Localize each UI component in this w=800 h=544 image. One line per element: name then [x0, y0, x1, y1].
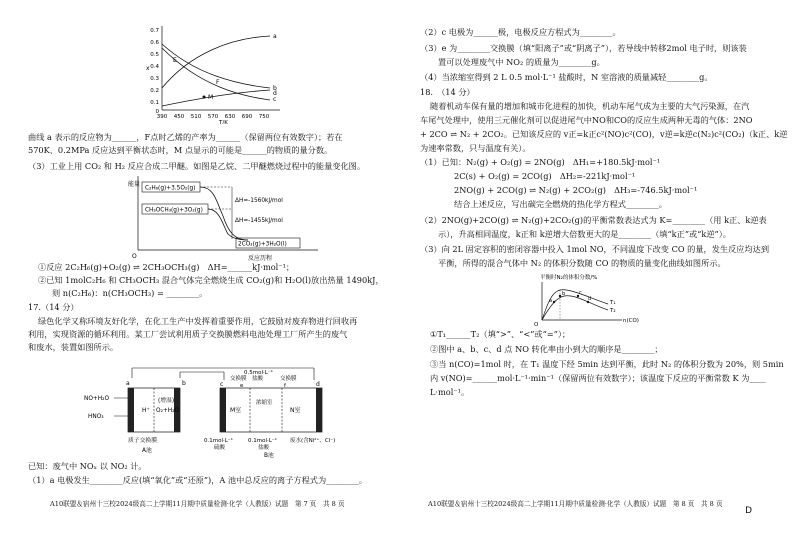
svg-text:c: c	[220, 381, 224, 388]
svg-text:盐酸: 盐酸	[258, 445, 270, 451]
svg-text:NO+H₂O: NO+H₂O	[84, 396, 110, 402]
svg-text:450: 450	[173, 114, 185, 120]
q18-1: （1）已知：N₂(g) + O₂(g) = 2NO(g) ΔH₁=+180.5kJ·mol⁻¹	[420, 157, 661, 167]
y-ticks	[150, 28, 159, 115]
q17-1: （1）a 电极发生________反应(填“氧化”或“还原”)，A 池中总反应的离子方程式为________。	[28, 475, 368, 485]
svg-text:盐酸: 盐酸	[252, 376, 264, 382]
n2-fraction-chart	[530, 272, 650, 328]
q3-b: ②已知 1molC₂H₆ 和 CH₃OCH₃ 混合气体完全燃烧生成 CO₂(g)和 H₂O(l)放出热量 1490kJ，	[38, 275, 384, 285]
svg-text:390: 390	[156, 114, 168, 120]
q18-3a: （3）向 2L 固定容积的密闭容器中投入 1mol NO，不同温度下改变 CO 的量，发生反应均达到	[420, 244, 770, 254]
energy-diagram	[128, 176, 328, 262]
svg-text:c: c	[579, 290, 582, 296]
svg-text:510: 510	[190, 114, 202, 120]
q18-1c: 2NO(g) + 2CO(g) ⇌ N₂(g) + 2CO₂(g) ΔH₃=-746.5kJ·mol⁻¹	[454, 185, 698, 195]
svg-text:0.4: 0.4	[150, 64, 159, 70]
q18-body2: 车尾气处理中，使用三元催化剂可以促进尾气中NO和CO的反应生成两种无毒的气体：2NO	[420, 115, 753, 125]
svg-text:废水(含Ni²⁺、Cl⁻): 废水(含Ni²⁺、Cl⁻)	[290, 438, 336, 444]
svg-text:反应历程: 反应历程	[248, 255, 273, 262]
q18-3b: 平衡，所得的混合气体中 N₂ 的体积分数随 CO 的物质的量变化曲线如图所示。	[438, 258, 726, 268]
svg-text:F: F	[216, 79, 220, 86]
svg-text:b: b	[273, 85, 277, 92]
svg-text:d: d	[588, 296, 592, 302]
svg-text:d: d	[316, 381, 320, 388]
q18-body3: + 2CO ⇌ N₂ + 2CO₂。已知该反应的 v正=k正c²(NO)c²(CO)，v逆=k逆c(N₂)c²(CO₂)（k正、k逆	[420, 129, 788, 139]
q18-body1: 随着机动车保有量的增加和城市化进程的加快，机动车尾气成为主要的大气污染源，在汽	[430, 101, 750, 111]
svg-text:E: E	[173, 57, 177, 64]
svg-text:0.1mol·L⁻¹: 0.1mol·L⁻¹	[204, 438, 233, 444]
svg-text:0.1: 0.1	[150, 100, 159, 106]
q3-a: ①反应 2C₂H₆(g)+O₂(g) ⇌ 2CH₃OCH₃(g) ΔH=______kJ·mol⁻¹；	[38, 262, 295, 272]
svg-text:d: d	[273, 90, 277, 97]
q18-3-i: ①T₁______T₂（填“>”、“<”或“=”）；	[430, 329, 571, 339]
q18-2b: 示），升高相同温度，k正和 k逆增大倍数更大的是________（填“k正”或“k逆”）。	[438, 229, 731, 239]
left-footer: A10联盟＆宿州十三校2024级高二上学期11月期中质量检测·化学（人教版）试题 第 7 页 共 8 页	[50, 500, 345, 508]
q17-3a: （3）e 为________交换膜（填“阳离子”或“阴离子”），若导线中转移2mol 电子时，则该装	[420, 43, 747, 53]
svg-text:O: O	[132, 253, 137, 260]
q17-4: （4）当浓缩室得到 2 L 0.5 mol·L⁻¹ 盐酸时，N 室溶液的质量减轻________g。	[420, 72, 713, 82]
q17-body2: 利用，实现资源的循环利用。某工厂尝试利用质子交换膜燃料电池处理工厂所产生的废气	[28, 329, 348, 339]
q2-line1: 曲线 a 表示的反应物为______，F点时乙烯的产率为______（保留两位有效数字）；若在	[28, 132, 343, 142]
svg-text:0: 0	[155, 109, 159, 115]
svg-text:O₂+H₂O: O₂+H₂O	[156, 408, 179, 414]
q17-known: 已知：废气中 NOₓ 以 NO₂ 计。	[28, 461, 147, 471]
svg-text:690: 690	[241, 114, 253, 120]
y-axis-label: x	[146, 65, 150, 72]
curve-c	[162, 48, 270, 100]
svg-text:T₂: T₂	[610, 308, 616, 314]
svg-text:c: c	[273, 96, 277, 103]
svg-text:a: a	[126, 380, 130, 387]
svg-text:O: O	[534, 322, 539, 328]
svg-text:b: b	[562, 291, 566, 297]
svg-text:2CO₂(g)+3H₂O(l): 2CO₂(g)+3H₂O(l)	[238, 241, 287, 248]
svg-text:ΔH=-1560kJ/mol: ΔH=-1560kJ/mol	[235, 198, 283, 204]
svg-text:0.1mol·L⁻¹: 0.1mol·L⁻¹	[248, 438, 277, 444]
point-m	[203, 96, 206, 99]
svg-text:630: 630	[224, 114, 236, 120]
q18-3-iii: ③当 n(CO)=1mol 时，在 T₁ 温度下经 5min 达到平衡，此时 N₂ 的体积分数为 20%，则 5min	[430, 359, 784, 369]
svg-text:ΔH=-1455kJ/mol: ΔH=-1455kJ/mol	[235, 218, 283, 224]
svg-text:0.7: 0.7	[150, 28, 159, 34]
svg-text:T₁: T₁	[610, 300, 616, 306]
svg-text:a: a	[273, 33, 277, 40]
q18-3-ii: ②图中 a、b、c、d 点 NO 转化率由小到大的顺序是________；	[430, 344, 663, 354]
right-page	[400, 0, 800, 544]
svg-text:硫酸: 硫酸	[214, 445, 226, 451]
q18-body4: 为速率常数，只与温度有关）。	[420, 143, 531, 153]
q3-c: 则 n(C₂H₆)：n(CH₃OCH₃) = ________。	[52, 288, 208, 298]
q2-line2: 570K、0.2MPa 反应达到平衡状态时，M 点显示的可能是______的物质的量分数。	[28, 145, 333, 155]
svg-text:交换膜: 交换膜	[230, 376, 247, 382]
svg-text:0.3: 0.3	[150, 76, 159, 82]
q18-3-iv: 内 v(NO)=______mol·L⁻¹·min⁻¹（保留两位有效数字）；该温度下反应的平衡常数 K 为____	[430, 373, 766, 383]
svg-text:570: 570	[207, 114, 219, 120]
q18-1d: 结合上述反应，写出碳完全燃烧的热化学方程式________。	[454, 199, 667, 209]
svg-text:质子交换膜: 质子交换膜	[128, 438, 157, 444]
x-axis-label: T/K	[219, 120, 228, 124]
svg-text:0.2: 0.2	[150, 88, 159, 94]
curve-d	[162, 90, 270, 106]
svg-text:0.5mol·L⁻¹: 0.5mol·L⁻¹	[244, 370, 273, 376]
svg-text:B池: B池	[264, 453, 274, 458]
svg-text:n(CO): n(CO)	[623, 318, 639, 324]
svg-text:交换膜: 交换膜	[280, 376, 297, 382]
mole-fraction-chart	[140, 24, 290, 124]
q18-2a: （2）2NO(g)+2CO(g) ⇌ N₂(g)+2CO₂(g)的平衡常数表达式为 K=________（用 k正、k逆表	[420, 215, 767, 225]
q17-body1: 绿色化学又称环境友好化学，在化工生产中发挥着重要作用，它鼓励对废弃物进行回收再	[38, 316, 358, 326]
q17-head: 17.（14 分）	[28, 302, 79, 312]
q17-3b: 置可以处理废气中 NO₂ 的质量为________g。	[438, 57, 605, 67]
svg-text:b: b	[182, 380, 186, 387]
svg-text:(增湿): (增湿)	[158, 398, 175, 404]
cell-diagram	[84, 360, 364, 458]
right-footer: A10联盟＆宿州十三校2024级高二上学期11月期中质量检测·化学（人教版）试题 第 8 页 共 8 页	[428, 500, 723, 508]
svg-text:HNO₃: HNO₃	[88, 414, 104, 420]
svg-text:能量: 能量	[128, 181, 141, 188]
svg-text:M: M	[208, 94, 214, 101]
svg-text:0.6: 0.6	[150, 40, 159, 46]
q17-body3: 和废水，装置如图所示。	[28, 342, 119, 352]
svg-text:CH₃OCH₃(g)+3O₂(g): CH₃OCH₃(g)+3O₂(g)	[145, 207, 203, 214]
svg-text:e: e	[240, 383, 244, 389]
x-ticks	[157, 114, 270, 120]
svg-text:M室: M室	[230, 407, 242, 414]
svg-text:H⁺: H⁺	[142, 407, 150, 414]
q18-3-v: L·mol⁻¹。	[430, 387, 470, 397]
svg-text:浓缩室: 浓缩室	[256, 400, 273, 406]
q18-1b: 2C(s) + O₂(g) = 2CO(g) ΔH₂=-221kJ·mol⁻¹	[454, 171, 636, 181]
svg-text:0.5: 0.5	[150, 52, 159, 58]
svg-text:750: 750	[258, 114, 270, 120]
q17-2: （2）c 电极为______极，电极反应方程式为________。	[420, 27, 621, 37]
svg-text:a: a	[549, 298, 553, 304]
q18-head: 18. （14 分）	[420, 87, 475, 97]
svg-text:C₂H₆(g)+3.5O₂(g): C₂H₆(g)+3.5O₂(g)	[145, 185, 196, 192]
svg-text:平衡时N₂的体积分数/%: 平衡时N₂的体积分数/%	[540, 275, 598, 281]
corner-mark: D	[745, 506, 752, 516]
svg-text:N室: N室	[290, 407, 301, 414]
svg-text:A池: A池	[142, 448, 152, 454]
svg-text:f: f	[284, 383, 286, 389]
q3-line1: （3）工业上用 CO₂ 和 H₂ 反应合成二甲醚。如图是乙烷、二甲醚燃烧过程中的能量变化图。	[28, 161, 366, 171]
